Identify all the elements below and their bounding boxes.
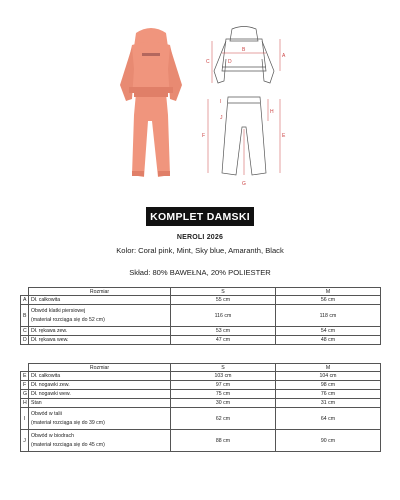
hoodie-size-table bbox=[20, 287, 381, 345]
row-label-note: (materiał rozciąga się do 52 cm) bbox=[31, 316, 105, 323]
row-label: Stan bbox=[29, 399, 171, 408]
value-m: 76 cm bbox=[276, 390, 381, 399]
value-s: 62 cm bbox=[171, 408, 276, 430]
row-label: Dł. nogawki wew. bbox=[29, 390, 171, 399]
drawing-label-j: J bbox=[220, 115, 223, 121]
table-row bbox=[21, 296, 381, 305]
drawing-left-sleeve bbox=[214, 41, 226, 83]
row-code: H bbox=[21, 399, 29, 408]
joggers bbox=[132, 93, 170, 177]
row-label bbox=[29, 408, 171, 430]
available-colors: Kolor: Coral pink, Mint, Sky blue, Amaranth, Black bbox=[116, 246, 284, 255]
row-code: E bbox=[21, 372, 29, 381]
row-label-note: (materiał rozciąga się do 45 cm) bbox=[31, 441, 105, 448]
row-label-main: Obwód klatki piersiowej bbox=[31, 307, 86, 314]
row-code: B bbox=[21, 305, 29, 327]
value-m: 64 cm bbox=[276, 408, 381, 430]
value-s: 97 cm bbox=[171, 381, 276, 390]
row-code: A bbox=[21, 296, 29, 305]
row-label-main: Obwód w talii bbox=[31, 410, 62, 417]
table-row bbox=[21, 408, 381, 430]
drawing-label-e: E bbox=[282, 133, 286, 139]
hoodie-waistband bbox=[129, 87, 173, 93]
product-title: KOMPLET DAMSKI bbox=[146, 207, 254, 226]
model-name: NEROLI 2026 bbox=[176, 234, 224, 241]
table-row bbox=[21, 399, 381, 408]
row-label: Dł. rękawa zew. bbox=[29, 327, 171, 336]
value-s: 53 cm bbox=[171, 327, 276, 336]
header-spacer bbox=[21, 288, 29, 296]
drawing-label-d: D bbox=[228, 59, 232, 65]
row-code: J bbox=[21, 430, 29, 452]
joggers-right-cuff bbox=[158, 171, 170, 176]
chest-logo bbox=[142, 53, 160, 56]
row-label: Dł. rękawa wew. bbox=[29, 336, 171, 345]
drawing-label-f: F bbox=[202, 133, 206, 139]
table-row bbox=[21, 372, 381, 381]
table-row bbox=[21, 305, 381, 327]
row-label-main: Obwód w biodrach bbox=[31, 432, 74, 439]
row-code: G bbox=[21, 390, 29, 399]
value-s: 75 cm bbox=[171, 390, 276, 399]
value-m: 31 cm bbox=[276, 399, 381, 408]
row-code: D bbox=[21, 336, 29, 345]
table-row bbox=[21, 381, 381, 390]
joggers-waistband bbox=[134, 93, 168, 97]
row-code: F bbox=[21, 381, 29, 390]
size-header-label: Rozmiar bbox=[29, 288, 171, 296]
drawing-hoodie-body bbox=[222, 39, 266, 71]
size-header-label: Rozmiar bbox=[29, 364, 171, 372]
value-s: 103 cm bbox=[171, 372, 276, 381]
product-photo bbox=[112, 25, 190, 187]
row-label bbox=[29, 430, 171, 452]
value-s: 55 cm bbox=[171, 296, 276, 305]
row-label: Dł. nogawki zew. bbox=[29, 381, 171, 390]
value-s: 116 cm bbox=[171, 305, 276, 327]
table-row bbox=[21, 336, 381, 345]
table-header-row bbox=[21, 288, 381, 296]
value-s: 88 cm bbox=[171, 430, 276, 452]
header-spacer bbox=[21, 364, 29, 372]
row-label: Dł. całkowita bbox=[29, 372, 171, 381]
row-code: C bbox=[21, 327, 29, 336]
value-s: 47 cm bbox=[171, 336, 276, 345]
row-code: I bbox=[21, 408, 29, 430]
drawing-label-c: C bbox=[206, 59, 210, 65]
value-m: 56 cm bbox=[276, 296, 381, 305]
table-row bbox=[21, 430, 381, 452]
joggers-size-table bbox=[20, 363, 381, 452]
row-label bbox=[29, 305, 171, 327]
value-m: 118 cm bbox=[276, 305, 381, 327]
size-header-m: M bbox=[276, 288, 381, 296]
fabric-composition: Skład: 80% BAWEŁNA, 20% POLIESTER bbox=[129, 268, 271, 277]
table-row bbox=[21, 327, 381, 336]
value-m: 104 cm bbox=[276, 372, 381, 381]
table-row bbox=[21, 390, 381, 399]
drawing-label-i: I bbox=[220, 99, 222, 105]
value-m: 48 cm bbox=[276, 336, 381, 345]
row-label-note: (materiał rozciąga się do 39 cm) bbox=[31, 419, 105, 426]
technical-drawing bbox=[198, 25, 290, 187]
size-header-s: S bbox=[171, 288, 276, 296]
drawing-label-g: G bbox=[242, 181, 246, 187]
size-header-s: S bbox=[171, 364, 276, 372]
drawing-label-h: H bbox=[270, 109, 274, 115]
row-label: Dł. całkowita bbox=[29, 296, 171, 305]
value-s: 30 cm bbox=[171, 399, 276, 408]
value-m: 90 cm bbox=[276, 430, 381, 452]
value-m: 54 cm bbox=[276, 327, 381, 336]
drawing-label-b: B bbox=[242, 47, 246, 53]
joggers-left-cuff bbox=[132, 171, 144, 176]
table-header-row bbox=[21, 364, 381, 372]
drawing-right-sleeve bbox=[262, 41, 274, 83]
drawing-label-a: A bbox=[282, 53, 286, 59]
value-m: 98 cm bbox=[276, 381, 381, 390]
size-header-m: M bbox=[276, 364, 381, 372]
